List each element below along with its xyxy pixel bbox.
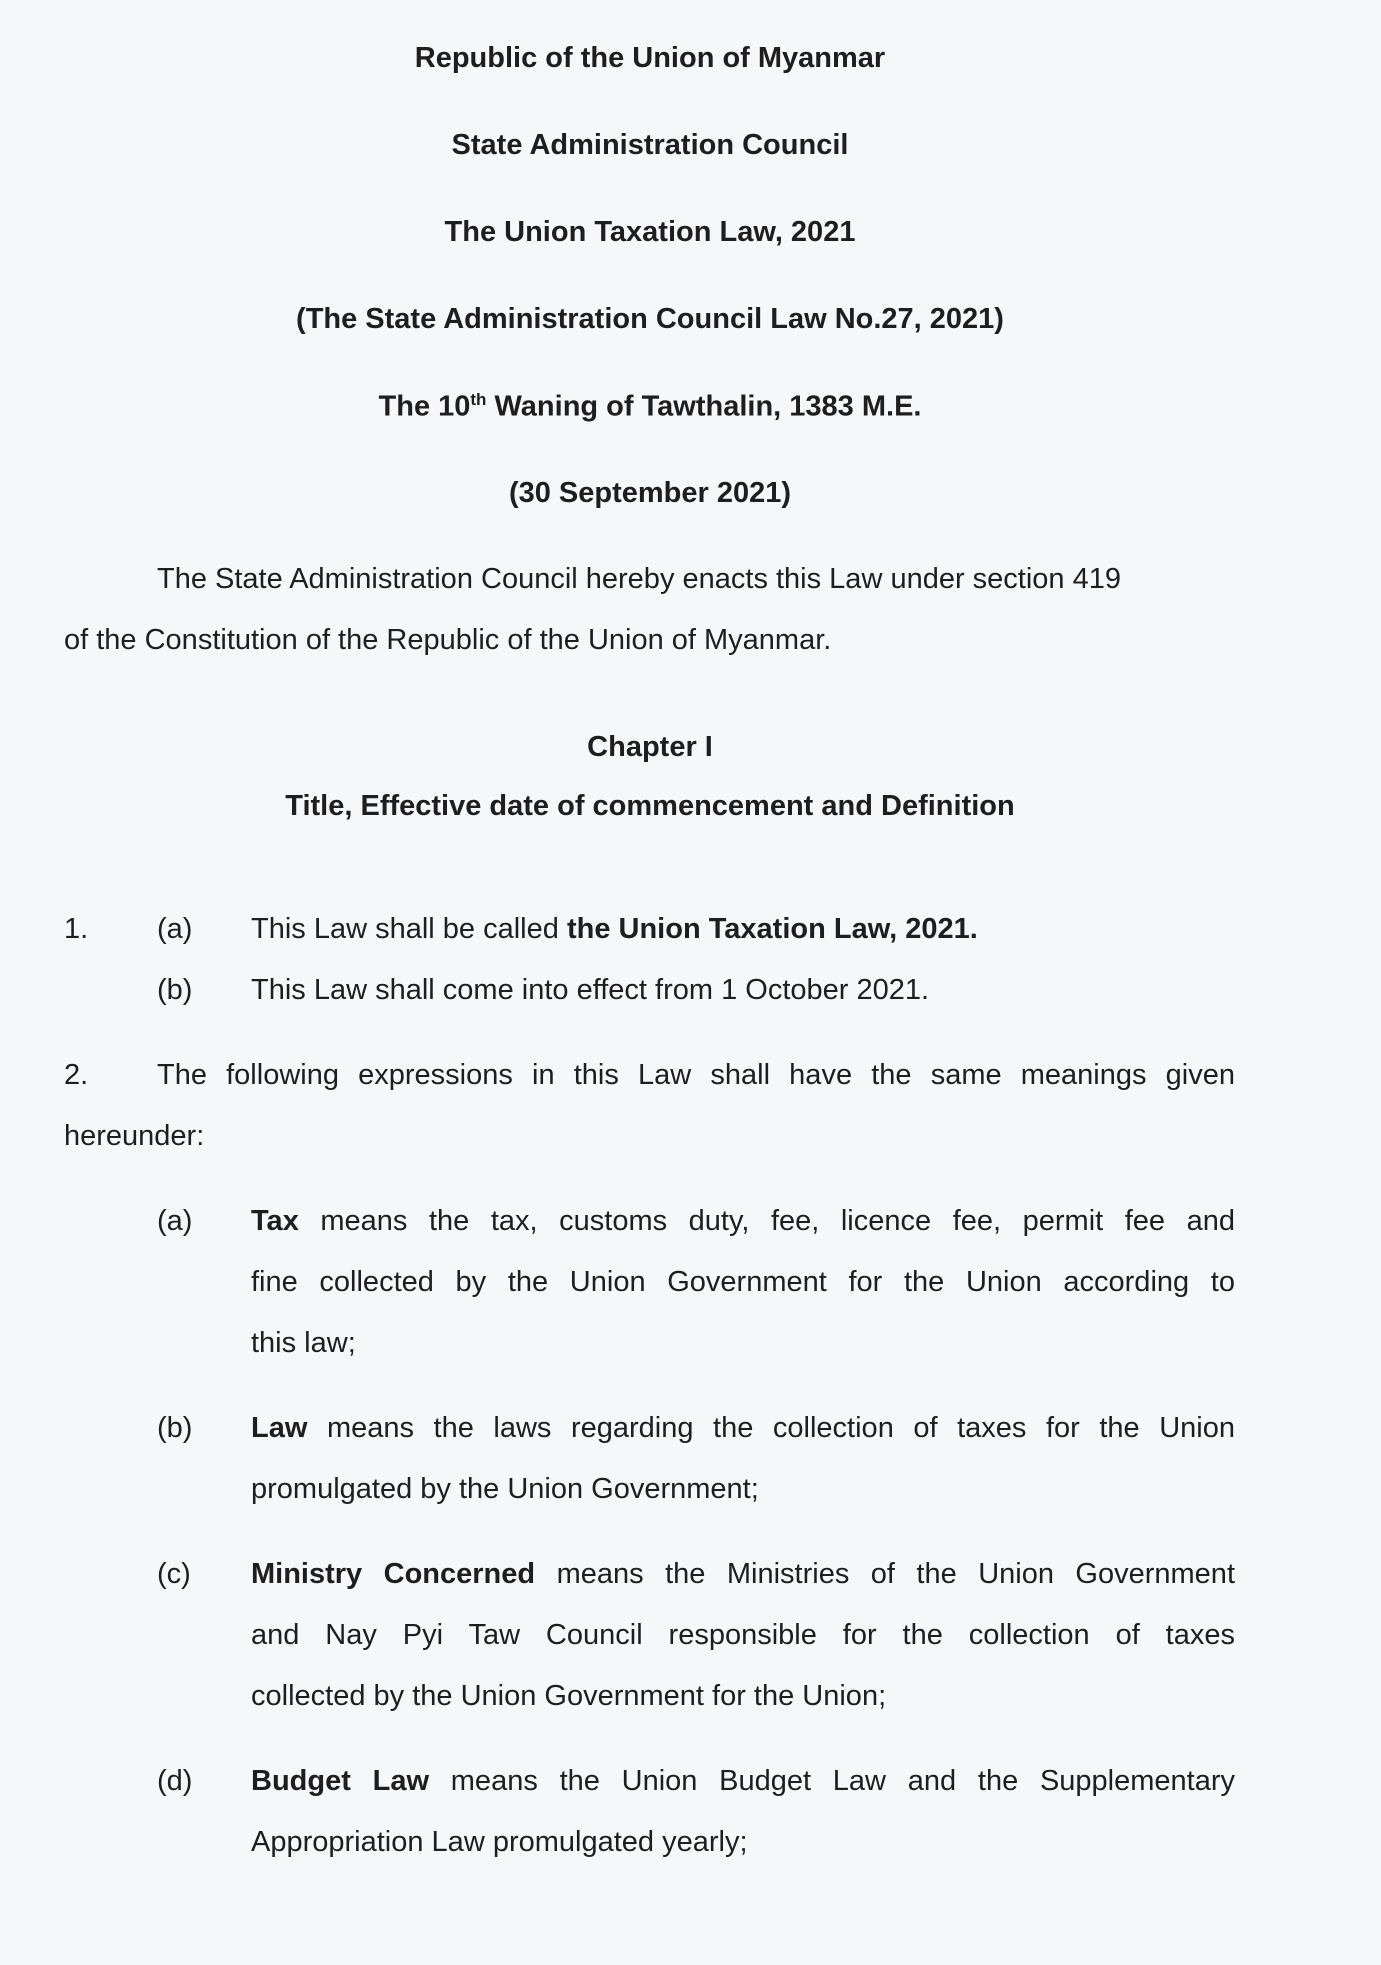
header-gregorian-date: (30 September 2021) — [508, 477, 792, 509]
header-date-suffix: Waning of Tawthalin, 1383 M.E. — [486, 390, 922, 423]
definition-b-line-1 — [251, 1412, 1235, 1445]
definition-a-term: Tax — [251, 1205, 299, 1237]
definition-b-line-2: promulgated by the Union Government; — [251, 1473, 759, 1505]
definition-c-line-3: collected by the Union Government for the Union; — [251, 1680, 887, 1712]
preamble-line-1: The State Administration Council hereby enacts this Law under section 419 — [157, 563, 1121, 595]
definition-a-line-1 — [251, 1205, 1235, 1238]
definition-d-label: (d) — [157, 1765, 193, 1797]
header-date-sup: th — [470, 390, 487, 409]
section-2-number: 2. — [64, 1059, 89, 1091]
definition-b-term: Law — [251, 1412, 308, 1444]
definition-b-label: (b) — [157, 1412, 193, 1444]
section-1-a-label: (a) — [157, 913, 193, 945]
section-2-intro-line-1: The following expressions in this Law shall have the same meanings given — [157, 1059, 1235, 1091]
definition-b-line-1-text: means the laws regarding the collection of taxes for the Union — [307, 1412, 1235, 1444]
definition-d-line-1 — [251, 1765, 1235, 1798]
definition-d-line-1-text: means the Union Budget Law and the Supplementary — [429, 1765, 1235, 1797]
section-2-intro-line-2: hereunder: — [64, 1120, 205, 1152]
definition-c-label: (c) — [157, 1558, 191, 1590]
definition-a-line-2: fine collected by the Union Government for the Union according to — [251, 1266, 1235, 1298]
definition-a-label: (a) — [157, 1205, 193, 1237]
chapter-title: Title, Effective date of commencement and Definition — [285, 790, 1015, 822]
header-myanmar-date — [0, 390, 1300, 424]
header-date-prefix: The 10 — [378, 390, 471, 423]
definition-a-line-3: this law; — [251, 1327, 356, 1359]
header-law-number: (The State Administration Council Law No.27, 2021) — [296, 303, 1004, 335]
section-1-a-text-bold: the Union Taxation Law, 2021. — [566, 913, 978, 945]
definition-c-line-1 — [251, 1558, 1235, 1591]
definition-c-line-1-text: means the Ministries of the Union Government — [535, 1558, 1235, 1590]
preamble-line-2: of the Constitution of the Republic of the Union of Myanmar. — [64, 624, 832, 656]
header-law-title: The Union Taxation Law, 2021 — [444, 216, 856, 248]
definition-d-line-2: Appropriation Law promulgated yearly; — [251, 1826, 748, 1858]
definition-a-line-1-text: means the tax, customs duty, fee, licence fee, permit fee and — [298, 1205, 1235, 1237]
section-1-number: 1. — [64, 913, 89, 945]
section-1-a-text-plain: This Law shall be called — [251, 913, 567, 945]
section-1-b-label: (b) — [157, 974, 193, 1006]
definition-c-term: Ministry Concerned — [251, 1558, 536, 1590]
header-council: State Administration Council — [451, 129, 849, 161]
definition-c-line-2: and Nay Pyi Taw Council responsible for the collection of taxes — [251, 1619, 1235, 1651]
header-republic: Republic of the Union of Myanmar — [414, 42, 886, 74]
chapter-number: Chapter I — [587, 731, 713, 763]
section-1-b-text: This Law shall come into effect from 1 October 2021. — [251, 974, 930, 1006]
definition-d-term: Budget Law — [251, 1765, 430, 1797]
section-1-a-text — [251, 913, 978, 946]
